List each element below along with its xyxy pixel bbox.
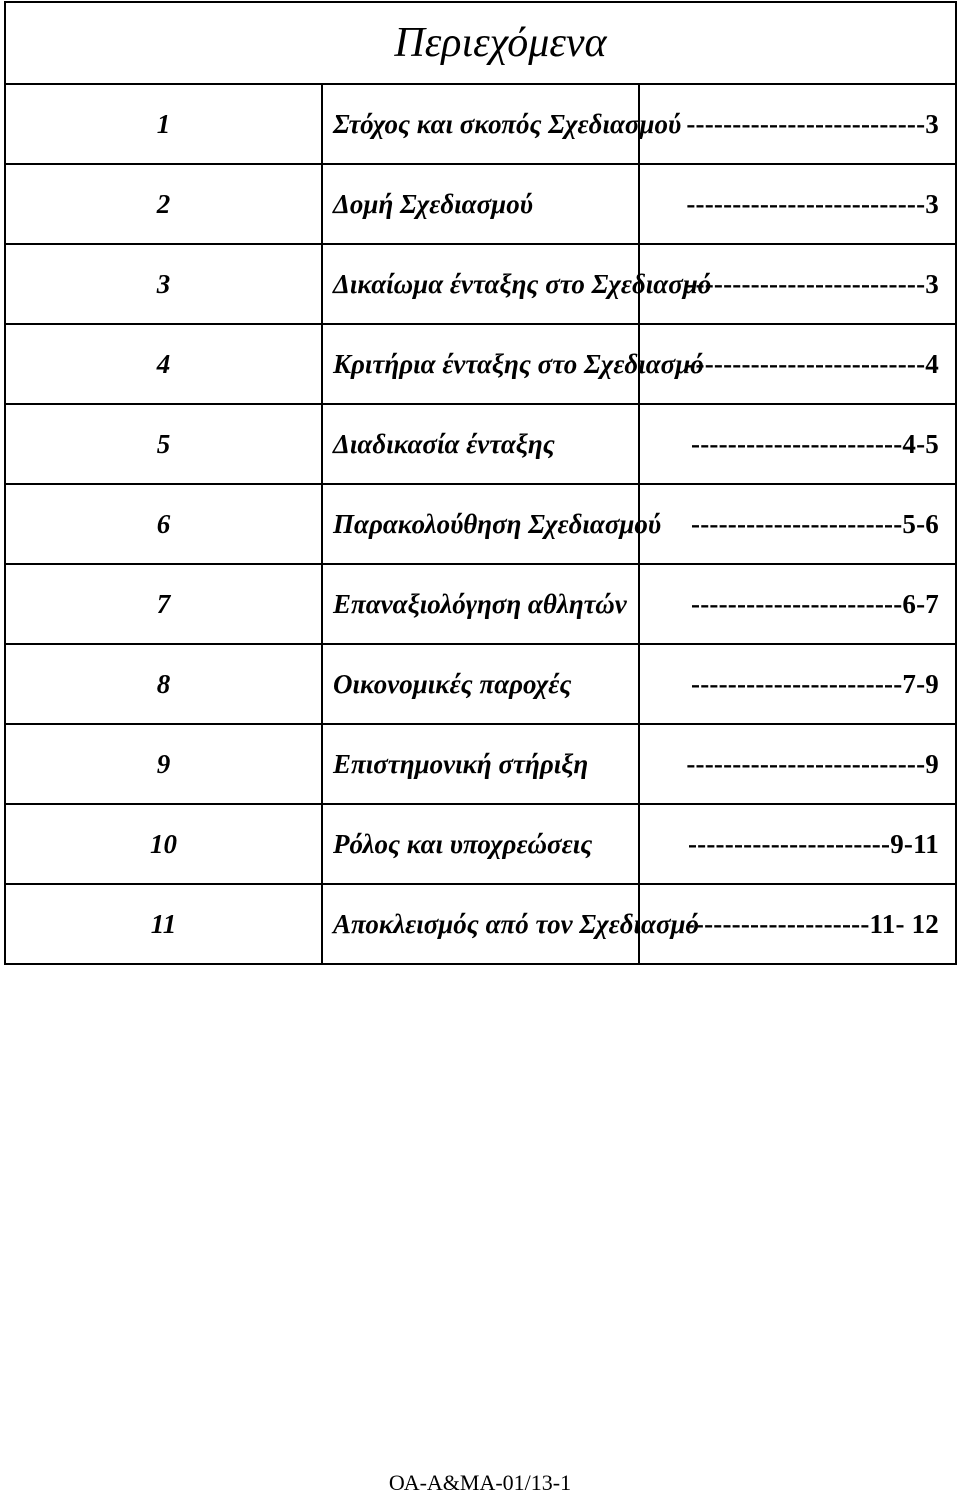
toc-entry [5, 404, 956, 484]
toc-entry-number: 1 [5, 84, 322, 164]
toc-entry-title: Επαναξιολόγηση αθλητών [322, 564, 639, 644]
toc-entry [5, 564, 956, 644]
toc-entry-title: Ρόλος και υποχρεώσεις [322, 804, 639, 884]
document-code-footer: ΟΑ-Α&ΜΑ-01/13-1 [388, 1470, 572, 1495]
toc-entry [5, 644, 956, 724]
toc-entry [5, 484, 956, 564]
toc-entry-page: -----------------------5-6 [639, 484, 956, 564]
toc-entry-number: 4 [5, 324, 322, 404]
toc-entry-page: -----------------------4-5 [639, 404, 956, 484]
toc-entry-number: 10 [5, 804, 322, 884]
toc-entry-page: ----------------------9-11 [639, 804, 956, 884]
toc-entry-number: 5 [5, 404, 322, 484]
toc-entry-page: --------------------11- 12 [639, 884, 956, 964]
toc-entry [5, 804, 956, 884]
toc-entry-title: Διαδικασία ένταξης [322, 404, 639, 484]
toc-entry-title: Επιστημονική στήριξη [322, 724, 639, 804]
toc-entry-number: 2 [5, 164, 322, 244]
toc-entry-title: Αποκλεισμός από τον Σχεδιασμό [322, 884, 639, 964]
toc-title: Περιεχόμενα [5, 2, 956, 84]
toc-entry-page: --------------------------3 [639, 164, 956, 244]
toc-title-row [5, 2, 956, 84]
toc-entry-page: --------------------------9 [639, 724, 956, 804]
toc-entry-title: Παρακολούθηση Σχεδιασμού [322, 484, 639, 564]
toc-entry-page: --------------------------4 [639, 324, 956, 404]
toc-entry-page: -----------------------7-9 [639, 644, 956, 724]
toc-entry [5, 164, 956, 244]
toc-entry [5, 324, 956, 404]
toc-entry-title: Δικαίωμα ένταξης στο Σχεδιασμό [322, 244, 639, 324]
toc-entry-number: 8 [5, 644, 322, 724]
toc-entry-title: Δομή Σχεδιασμού [322, 164, 639, 244]
table-of-contents [4, 1, 957, 965]
toc-entry-title: Οικονομικές παροχές [322, 644, 639, 724]
toc-entry-number: 6 [5, 484, 322, 564]
toc-entry [5, 84, 956, 164]
toc-entry-page: -----------------------6-7 [639, 564, 956, 644]
toc-entry-title: Στόχος και σκοπός Σχεδιασμού [322, 84, 639, 164]
toc-entry [5, 884, 956, 964]
toc-entry-number: 3 [5, 244, 322, 324]
toc-entry-title: Κριτήρια ένταξης στο Σχεδιασμό [322, 324, 639, 404]
toc-entry-page: --------------------------3 [639, 84, 956, 164]
toc-entry-page: --------------------------3 [639, 244, 956, 324]
toc-entry-number: 11 [5, 884, 322, 964]
toc-entry [5, 244, 956, 324]
toc-entry-number: 7 [5, 564, 322, 644]
toc-entry-number: 9 [5, 724, 322, 804]
toc-entry [5, 724, 956, 804]
